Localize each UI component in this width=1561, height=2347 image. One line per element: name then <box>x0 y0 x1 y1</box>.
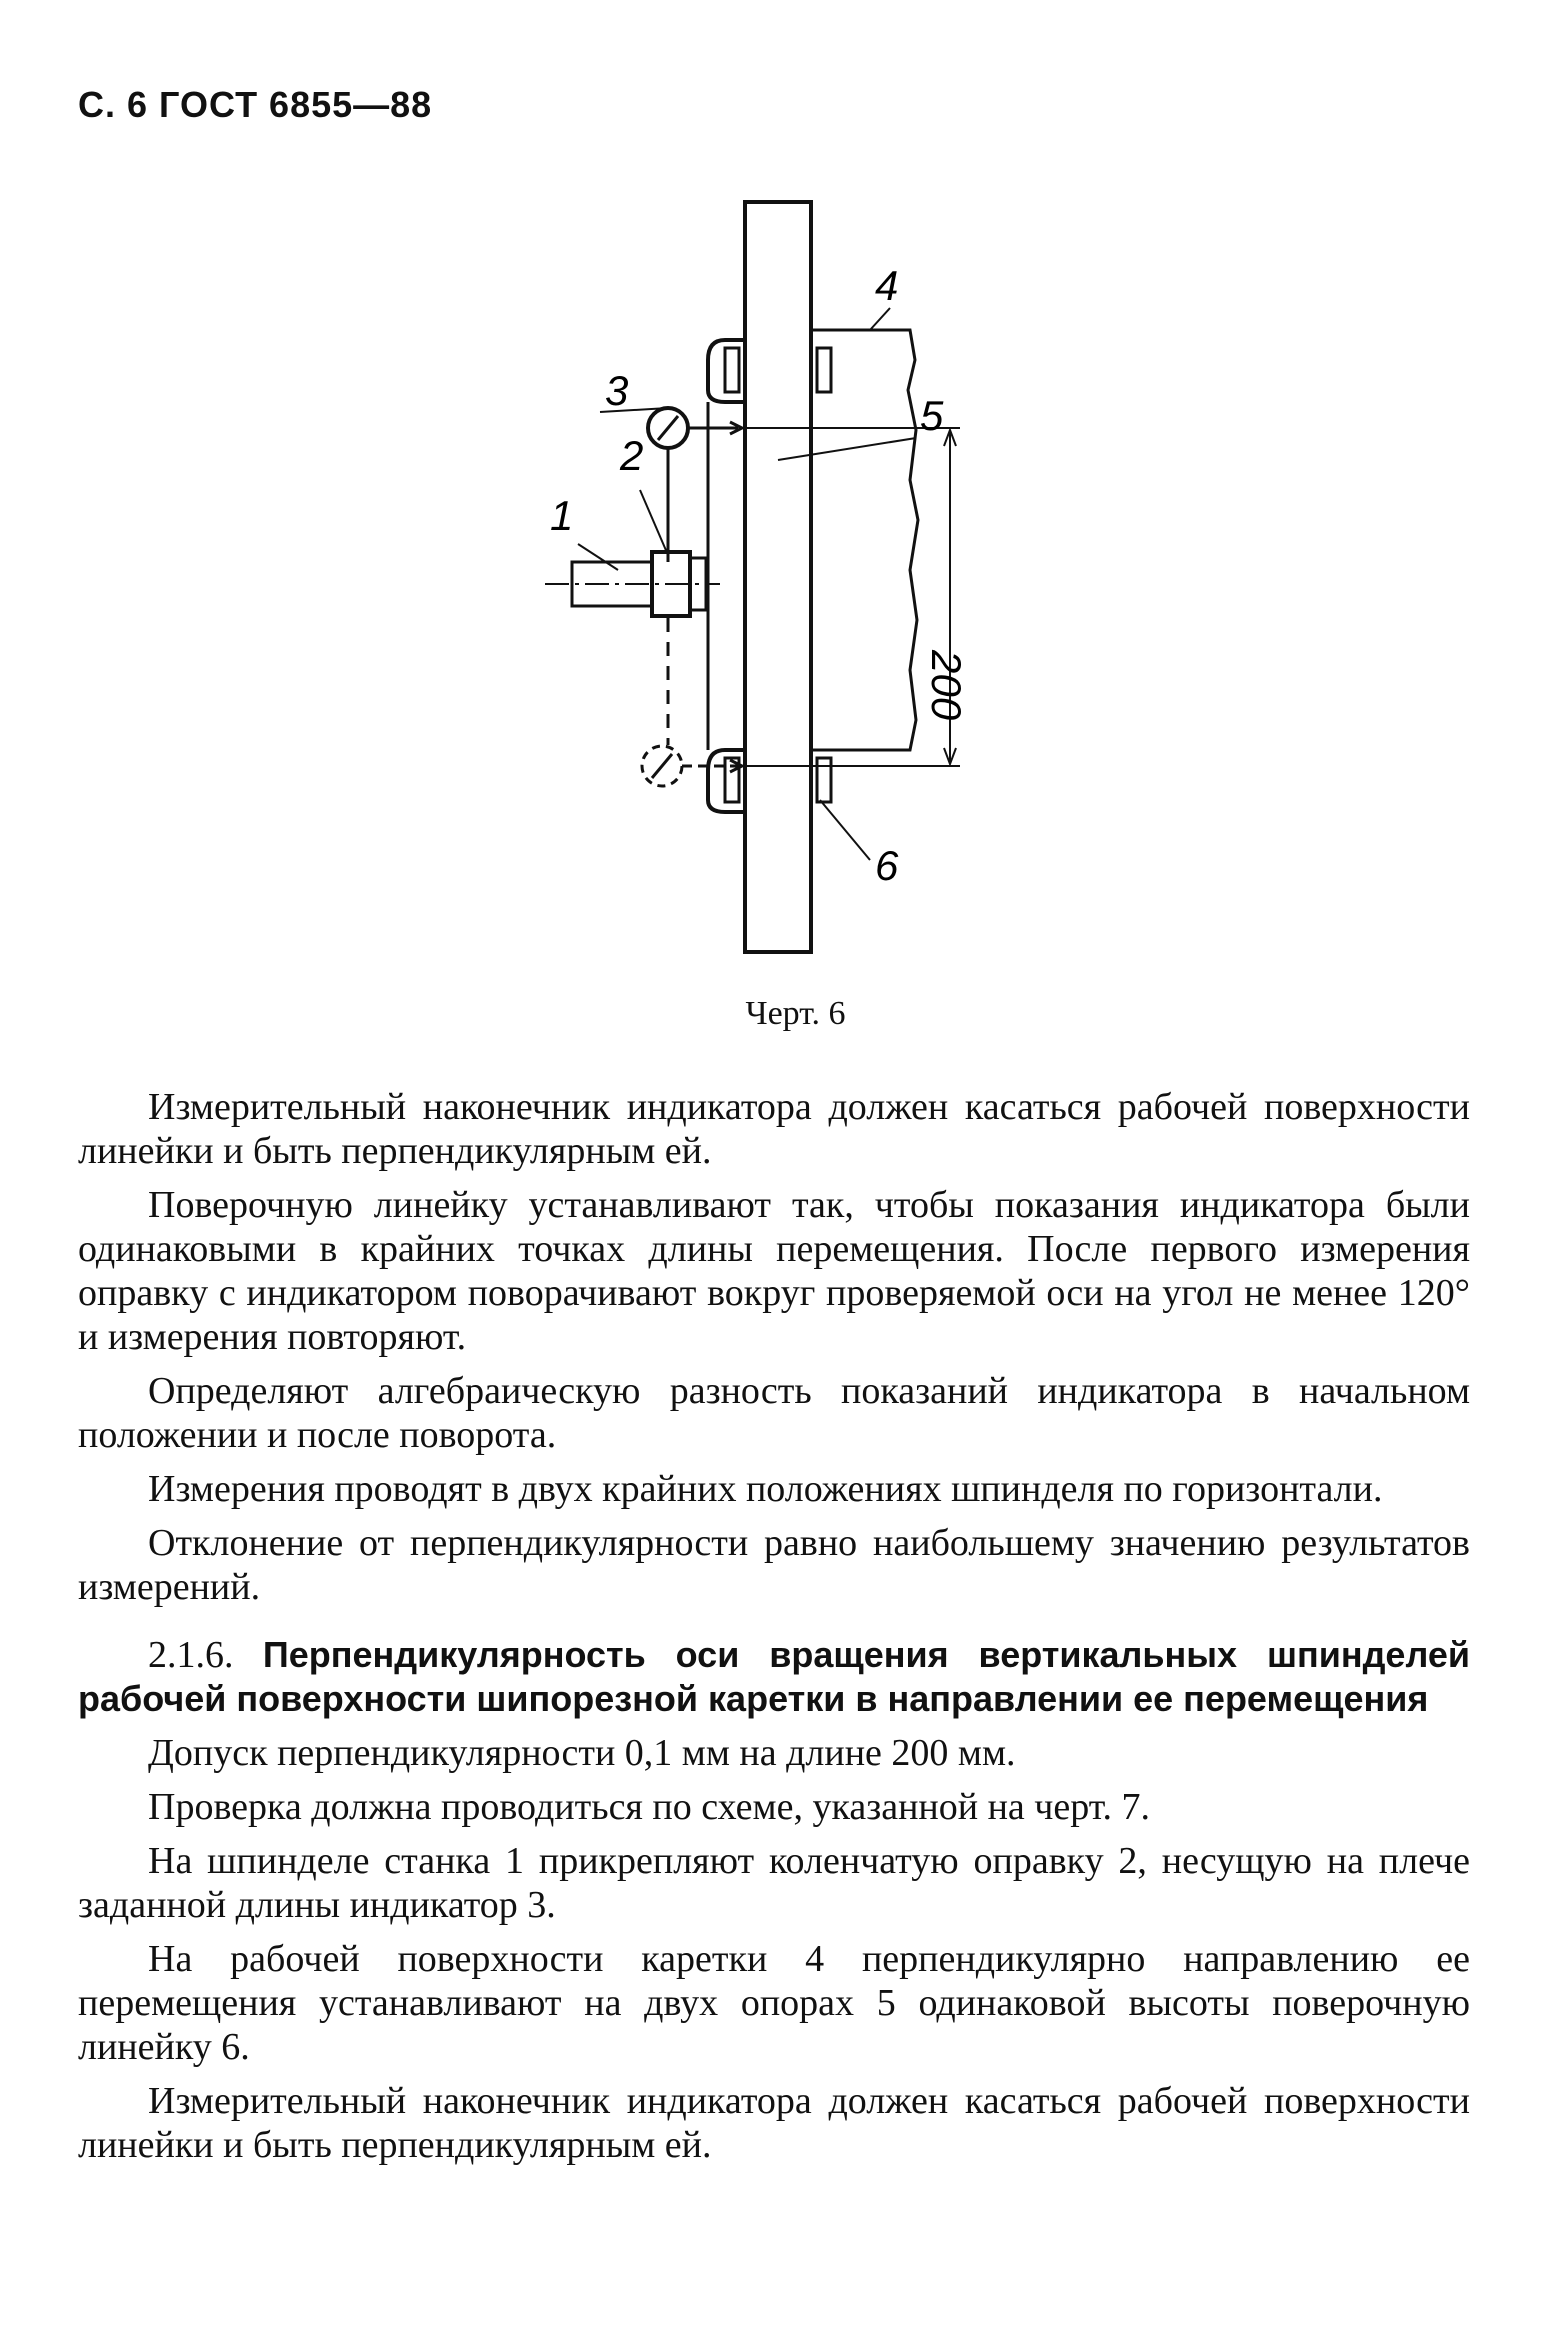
page-header: С. 6 ГОСТ 6855—88 <box>78 84 433 125</box>
figure-label-1: 1 <box>550 492 574 539</box>
figure-label-2: 2 <box>620 432 644 479</box>
paragraph: Измерительный наконечник индикатора должен касаться рабочей поверхности линейки и быть перпендикулярным ей. <box>78 2080 1470 2166</box>
figure-label-6: 6 <box>875 842 899 889</box>
figure-label-5: 5 <box>920 392 944 439</box>
technical-drawing <box>520 190 1040 980</box>
figure-caption: Черт. 6 <box>745 995 846 1032</box>
paragraph: На шпинделе станка 1 прикрепляют коленчатую оправку 2, несущую на плече заданной длины индикатор 3. <box>78 1840 1470 1926</box>
section-title: Перпендикулярность оси вращения вертикальных шпинделей рабочей поверхности шипорезной каретки в направлении ее перемещения <box>78 1634 1471 1719</box>
dimension-label: 200 <box>923 650 970 721</box>
figure-label-4: 4 <box>875 262 899 309</box>
section-number: 2.1.6. <box>148 1634 234 1676</box>
paragraph: Измерения проводят в двух крайних положениях шпинделя по горизонтали. <box>148 1468 1383 1510</box>
drawing-figure <box>520 190 1040 980</box>
paragraph: Определяют алгебраическую разность показаний индикатора в начальном положении и после поворота. <box>78 1370 1470 1456</box>
figure-label-3: 3 <box>605 367 629 414</box>
paragraph: Измерительный наконечник индикатора должен касаться рабочей поверхности линейки и быть перпендикулярным ей. <box>78 1086 1470 1172</box>
ruler-bar <box>745 202 811 952</box>
document-body <box>78 1085 1470 2177</box>
paragraph: Поверочную линейку устанавливают так, чтобы показания индикатора были одинаковыми в крайних точках длины перемещения. После первого измерения оправку с индикатором поворачивают вокруг проверяемой оси на угол не менее 120° и измерения повторяют. <box>78 1184 1470 1358</box>
section-heading <box>78 1633 1470 1721</box>
paragraph: Допуск перпендикулярности 0,1 мм на длине 200 мм. <box>148 1732 1016 1774</box>
paragraph: Проверка должна проводиться по схеме, указанной на черт. 7. <box>148 1786 1151 1828</box>
paragraph: На рабочей поверхности каретки 4 перпендикулярно направлению ее перемещения устанавливают на двух опорах 5 одинаковой высоты поверочную линейку 6. <box>78 1938 1470 2068</box>
paragraph: Отклонение от перпендикулярности равно наибольшему значению результатов измерений. <box>78 1522 1470 1608</box>
